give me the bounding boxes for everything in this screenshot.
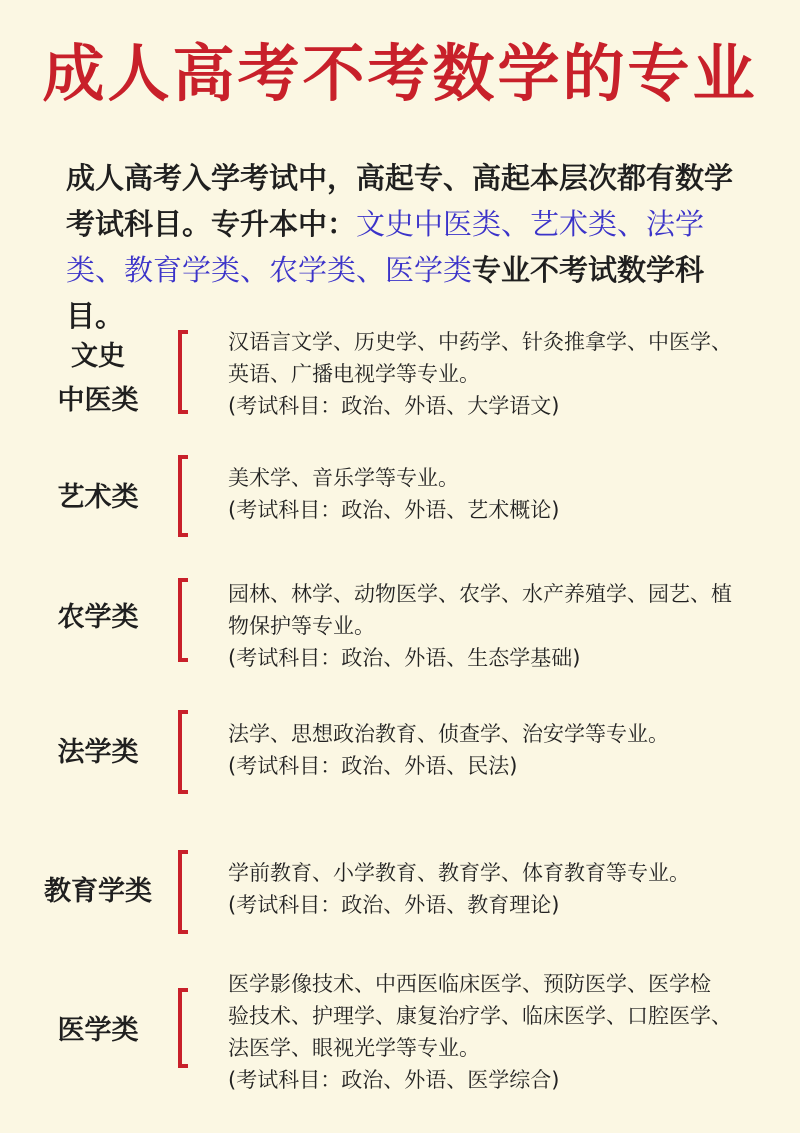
bracket-icon [178,988,188,1068]
category-label: 医学类 [57,1015,139,1046]
page-title: 成人高考不考数学的专业 [42,37,758,110]
category-label: 艺术类 [57,482,139,513]
category-description: 法学、思想政治教育、侦查学、治安学等专业。 (考试科目：政治、外语、民法) [228,718,748,782]
intro-paragraph [66,155,756,339]
exam-subjects: (考试科目：政治、外语、生态学基础) [228,646,581,670]
intro-text-2: 专业不考试数学科目。 [66,253,705,333]
category-label: 教育学类 [44,876,152,907]
exam-subjects: (考试科目：政治、外语、大学语文) [228,394,560,418]
category-label: 法学类 [57,737,139,768]
bracket-icon [178,710,188,794]
exam-subjects: (考试科目：政治、外语、民法) [228,754,518,778]
category-label: 农学类 [57,602,139,633]
category-label: 文史 中医类 [57,341,139,416]
bracket-icon [178,455,188,537]
exam-subjects: (考试科目：政治、外语、医学综合) [228,1068,560,1092]
category-description: 学前教育、小学教育、教育学、体育教育等专业。 (考试科目：政治、外语、教育理论) [228,857,748,921]
category-description: 汉语言文学、历史学、中药学、针灸推拿学、中医学、 英语、广播电视学等专业。 (考试科目：政治、外语、大学语文) [228,326,748,422]
category-description: 美术学、音乐学等专业。 (考试科目：政治、外语、艺术概论) [228,462,748,526]
category-description: 园林、林学、动物医学、农学、水产养殖学、园艺、植 物保护等专业。 (考试科目：政治、外语、生态学基础) [228,578,748,674]
exam-subjects: (考试科目：政治、外语、艺术概论) [228,498,560,522]
intro-text-1: 成人高考入学考试中，高起专、高起本层次都有数学考试科目。专升本中： [66,161,734,241]
bracket-icon [178,850,188,934]
category-description: 医学影像技术、中西医临床医学、预防医学、医学检 验技术、护理学、康复治疗学、临床医学、口腔医学、 法医学、眼视光学等专业。 (考试科目：政治、外语、医学综合) [228,968,748,1096]
bracket-icon [178,330,188,414]
bracket-icon [178,578,188,662]
intro-highlight: 文史中医类、艺术类、法学类、教育学类、农学类、医学类 [66,207,705,287]
exam-subjects: (考试科目：政治、外语、教育理论) [228,893,560,917]
